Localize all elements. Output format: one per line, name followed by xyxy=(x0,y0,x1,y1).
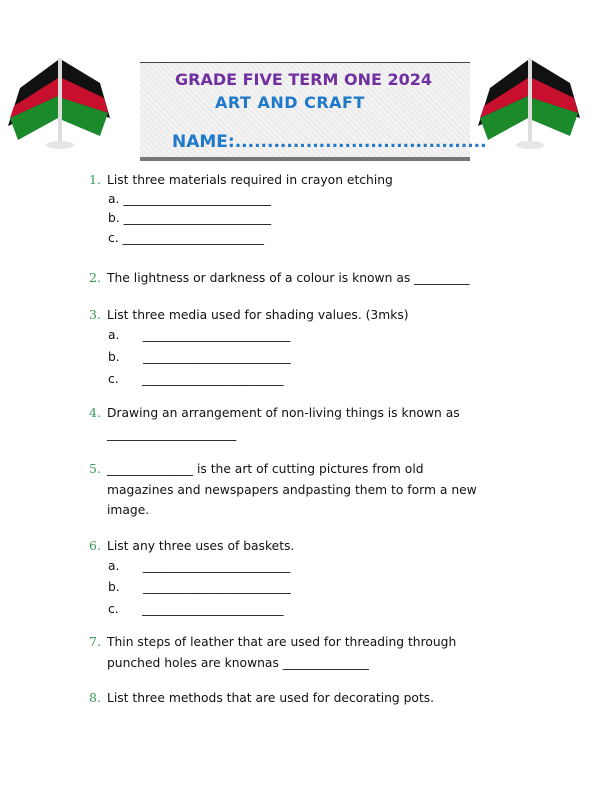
name-field[interactable]: NAME:....................................... xyxy=(172,132,487,152)
answer-line[interactable]: b. ________________________ xyxy=(108,580,291,594)
question-number: 7. xyxy=(89,634,101,649)
answer-line[interactable]: b. ________________________ xyxy=(108,211,272,225)
question-text: magazines and newspapers andpasting them to form a new xyxy=(107,483,477,497)
answer-line[interactable]: a. ________________________ xyxy=(108,192,271,206)
question-text: _____________________ xyxy=(107,427,237,441)
question-text: image. xyxy=(107,503,150,517)
question-number: 4. xyxy=(89,405,101,420)
worksheet-title: GRADE FIVE TERM ONE 2024 xyxy=(175,70,433,89)
question-text: List three materials required in crayon etching xyxy=(107,173,393,187)
question-text: List three media used for shading values. (3mks) xyxy=(107,308,409,322)
kenya-flags-right-image xyxy=(470,48,610,158)
answer-line[interactable]: c. _______________________ xyxy=(108,231,264,245)
answer-line[interactable]: b. ________________________ xyxy=(108,350,291,364)
subject-title: ART AND CRAFT xyxy=(215,93,365,112)
question-number: 5. xyxy=(89,461,101,476)
question-text: List three methods that are used for decorating pots. xyxy=(107,691,435,705)
question-text: Thin steps of leather that are used for threading through xyxy=(107,635,457,649)
answer-line[interactable]: c. _______________________ xyxy=(108,602,284,616)
question-number: 8. xyxy=(89,690,101,705)
question-text: punched holes are knownas ______________ xyxy=(107,656,369,670)
question-number: 2. xyxy=(89,270,101,285)
question-text: The lightness or darkness of a colour is known as _________ xyxy=(107,271,470,285)
answer-line[interactable]: a. ________________________ xyxy=(108,559,291,573)
question-text: ______________ is the art of cutting pictures from old xyxy=(107,462,424,476)
question-text: Drawing an arrangement of non-living things is known as xyxy=(107,406,460,420)
question-number: 1. xyxy=(89,172,101,187)
question-number: 6. xyxy=(89,538,101,553)
answer-line[interactable]: c. _______________________ xyxy=(108,372,284,386)
question-text: List any three uses of baskets. xyxy=(107,539,295,553)
question-number: 3. xyxy=(89,307,101,322)
answer-line[interactable]: a. ________________________ xyxy=(108,328,291,342)
kenya-flags-left-image xyxy=(0,48,140,158)
